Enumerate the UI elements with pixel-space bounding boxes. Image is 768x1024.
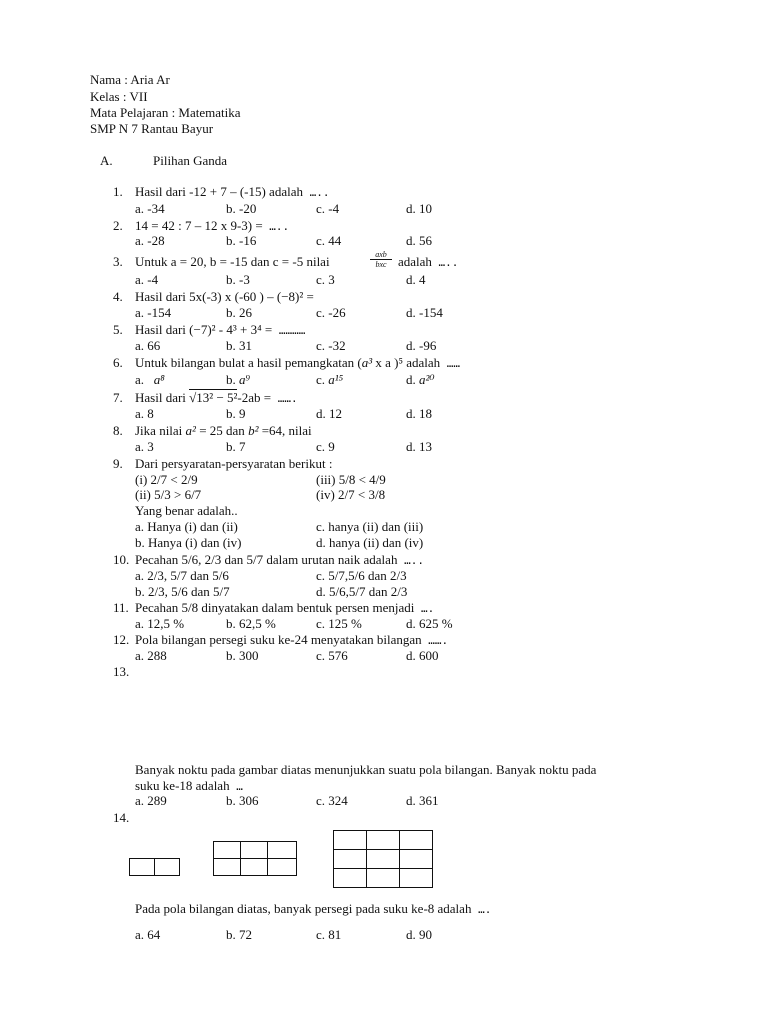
option: b. 31 <box>226 338 252 353</box>
question-number: 2. <box>113 218 123 233</box>
section-number: A. <box>100 153 113 168</box>
question-text-cont: adalah ….. <box>398 254 459 269</box>
option: c. 44 <box>316 233 342 248</box>
option: d. 90 <box>406 927 432 942</box>
section-title: Pilihan Ganda <box>153 153 228 168</box>
option: a. -154 <box>135 305 172 320</box>
statement: (i) 2/7 < 2/9 <box>135 472 198 487</box>
pattern-term-3 <box>333 830 433 888</box>
statement: (iii) 5/8 < 4/9 <box>316 472 386 487</box>
option: b. Hanya (i) dan (iv) <box>135 535 242 550</box>
option: c. 81 <box>316 927 342 942</box>
option: b. 306 <box>226 793 259 808</box>
option: d. 12 <box>316 406 342 421</box>
option: b. 72 <box>226 927 252 942</box>
option: b. 9 <box>226 406 246 421</box>
option: d. 625 % <box>406 616 453 631</box>
option: b. 26 <box>226 305 252 320</box>
option: a. 66 <box>135 338 161 353</box>
option: c. 576 <box>316 648 348 663</box>
option: d. 10 <box>406 201 432 216</box>
question-number: 7. <box>113 390 123 405</box>
option: c. 9 <box>316 439 335 454</box>
option: a. 288 <box>135 648 167 663</box>
statement: (iv) 2/7 < 3/8 <box>316 487 386 502</box>
question-text-cont: suku ke-18 adalah … <box>135 778 243 793</box>
option: b. -3 <box>226 272 250 287</box>
option: a. -34 <box>135 201 165 216</box>
option: d. a²⁰ <box>406 372 435 387</box>
question-text: Pada pola bilangan diatas, banyak persegi pada suku ke-8 adalah …. <box>135 901 492 916</box>
option: c. -4 <box>316 201 340 216</box>
option: a. 64 <box>135 927 161 942</box>
math-expression: a³ <box>361 355 373 370</box>
subject: Mata Pelajaran : Matematika <box>90 105 241 120</box>
school-name: SMP N 7 Rantau Bayur <box>90 121 214 136</box>
option: c. -26 <box>316 305 346 320</box>
option: d. 18 <box>406 406 432 421</box>
option: a. 289 <box>135 793 167 808</box>
option: a. 3 <box>135 439 154 454</box>
option: a. -28 <box>135 233 165 248</box>
question-text: Pola bilangan persegi suku ke-24 menyatakan bilangan ……. <box>135 632 449 647</box>
option: a. 12,5 % <box>135 616 185 631</box>
question-number: 12. <box>113 632 130 647</box>
option: d. 5/6,5/7 dan 2/3 <box>316 584 408 599</box>
question-text: Pecahan 5/6, 2/3 dan 5/7 dalam urutan naik adalah ….. <box>135 552 424 567</box>
question-prompt: Yang benar adalah.. <box>135 503 238 518</box>
option: c. hanya (ii) dan (iii) <box>316 519 424 534</box>
pattern-term-2 <box>213 841 297 876</box>
math-expression: (−8)² = <box>276 289 314 304</box>
question-number: 11. <box>113 600 129 615</box>
option: b. 7 <box>226 439 246 454</box>
option: c. 5/7,5/6 dan 2/3 <box>316 568 407 583</box>
question-text: Hasil dari -12 + 7 – (-15) adalah ….. <box>135 184 330 199</box>
option: a. Hanya (i) dan (ii) <box>135 519 238 534</box>
option: b. 300 <box>226 648 259 663</box>
question-number: 10. <box>113 552 130 567</box>
math-expression: (−7)² - 4³ + 3⁴ = <box>189 322 273 337</box>
question-text: Hasil dari (−7)² - 4³ + 3⁴ = ………… <box>135 322 306 337</box>
option: a. 8 <box>135 406 154 421</box>
option: c. 324 <box>316 793 348 808</box>
question-text: Jika nilai a² = 25 dan b² =64, nilai <box>135 423 312 438</box>
student-name: Nama : Aria Ar <box>90 72 170 87</box>
math-expression: √13² − 5² <box>189 390 238 405</box>
option: d. 4 <box>406 272 426 287</box>
question-text: Banyak noktu pada gambar diatas menunjukkan suatu pola bilangan. Banyak noktu pada <box>135 762 597 777</box>
question-number: 3. <box>113 254 123 269</box>
question-text: Untuk a = 20, b = -15 dan c = -5 nilai <box>135 254 330 269</box>
option: d. 13 <box>406 439 432 454</box>
option: c. 125 % <box>316 616 362 631</box>
question-text: Hasil dari √13² − 5²-2ab = ……. <box>135 390 298 405</box>
option: b. -16 <box>226 233 257 248</box>
question-number: 5. <box>113 322 123 337</box>
option: b. 2/3, 5/6 dan 5/7 <box>135 584 230 599</box>
question-text: Pecahan 5/8 dinyatakan dalam bentuk persen menjadi …. <box>135 600 435 615</box>
question-text: 14 = 42 : 7 – 12 x 9-3) = ….. <box>135 218 290 233</box>
option: b. a⁹ <box>226 372 251 387</box>
option: b. -20 <box>226 201 257 216</box>
question-number: 14. <box>113 810 130 825</box>
option: a. a⁸ <box>135 372 165 387</box>
question-text: Dari persyaratan-persyaratan berikut : <box>135 456 333 471</box>
question-number: 8. <box>113 423 123 438</box>
option: d. hanya (ii) dan (iv) <box>316 535 424 550</box>
pattern-term-1 <box>129 858 180 876</box>
option: d. 361 <box>406 793 439 808</box>
option: d. -154 <box>406 305 443 320</box>
question-number: 6. <box>113 355 123 370</box>
question-number: 1. <box>113 184 123 199</box>
option: c. -32 <box>316 338 346 353</box>
option: a. 2/3, 5/7 dan 5/6 <box>135 568 229 583</box>
option: d. 600 <box>406 648 439 663</box>
fraction: axb bxc <box>370 250 392 269</box>
option: c. 3 <box>316 272 335 287</box>
statement: (ii) 5/3 > 6/7 <box>135 487 202 502</box>
option: c. a¹⁵ <box>316 372 344 387</box>
question-text: Hasil dari 5x(-3) x (-60 ) – (−8)² = <box>135 289 314 304</box>
option: b. 62,5 % <box>226 616 276 631</box>
student-class: Kelas : VII <box>90 89 148 104</box>
question-number: 13. <box>113 664 130 679</box>
question-text: Untuk bilangan bulat a hasil pemangkatan (a³ x a )⁵ adalah …… <box>135 355 461 370</box>
option: d. -96 <box>406 338 437 353</box>
option: d. 56 <box>406 233 432 248</box>
option: a. -4 <box>135 272 159 287</box>
question-number: 4. <box>113 289 123 304</box>
question-number: 9. <box>113 456 123 471</box>
